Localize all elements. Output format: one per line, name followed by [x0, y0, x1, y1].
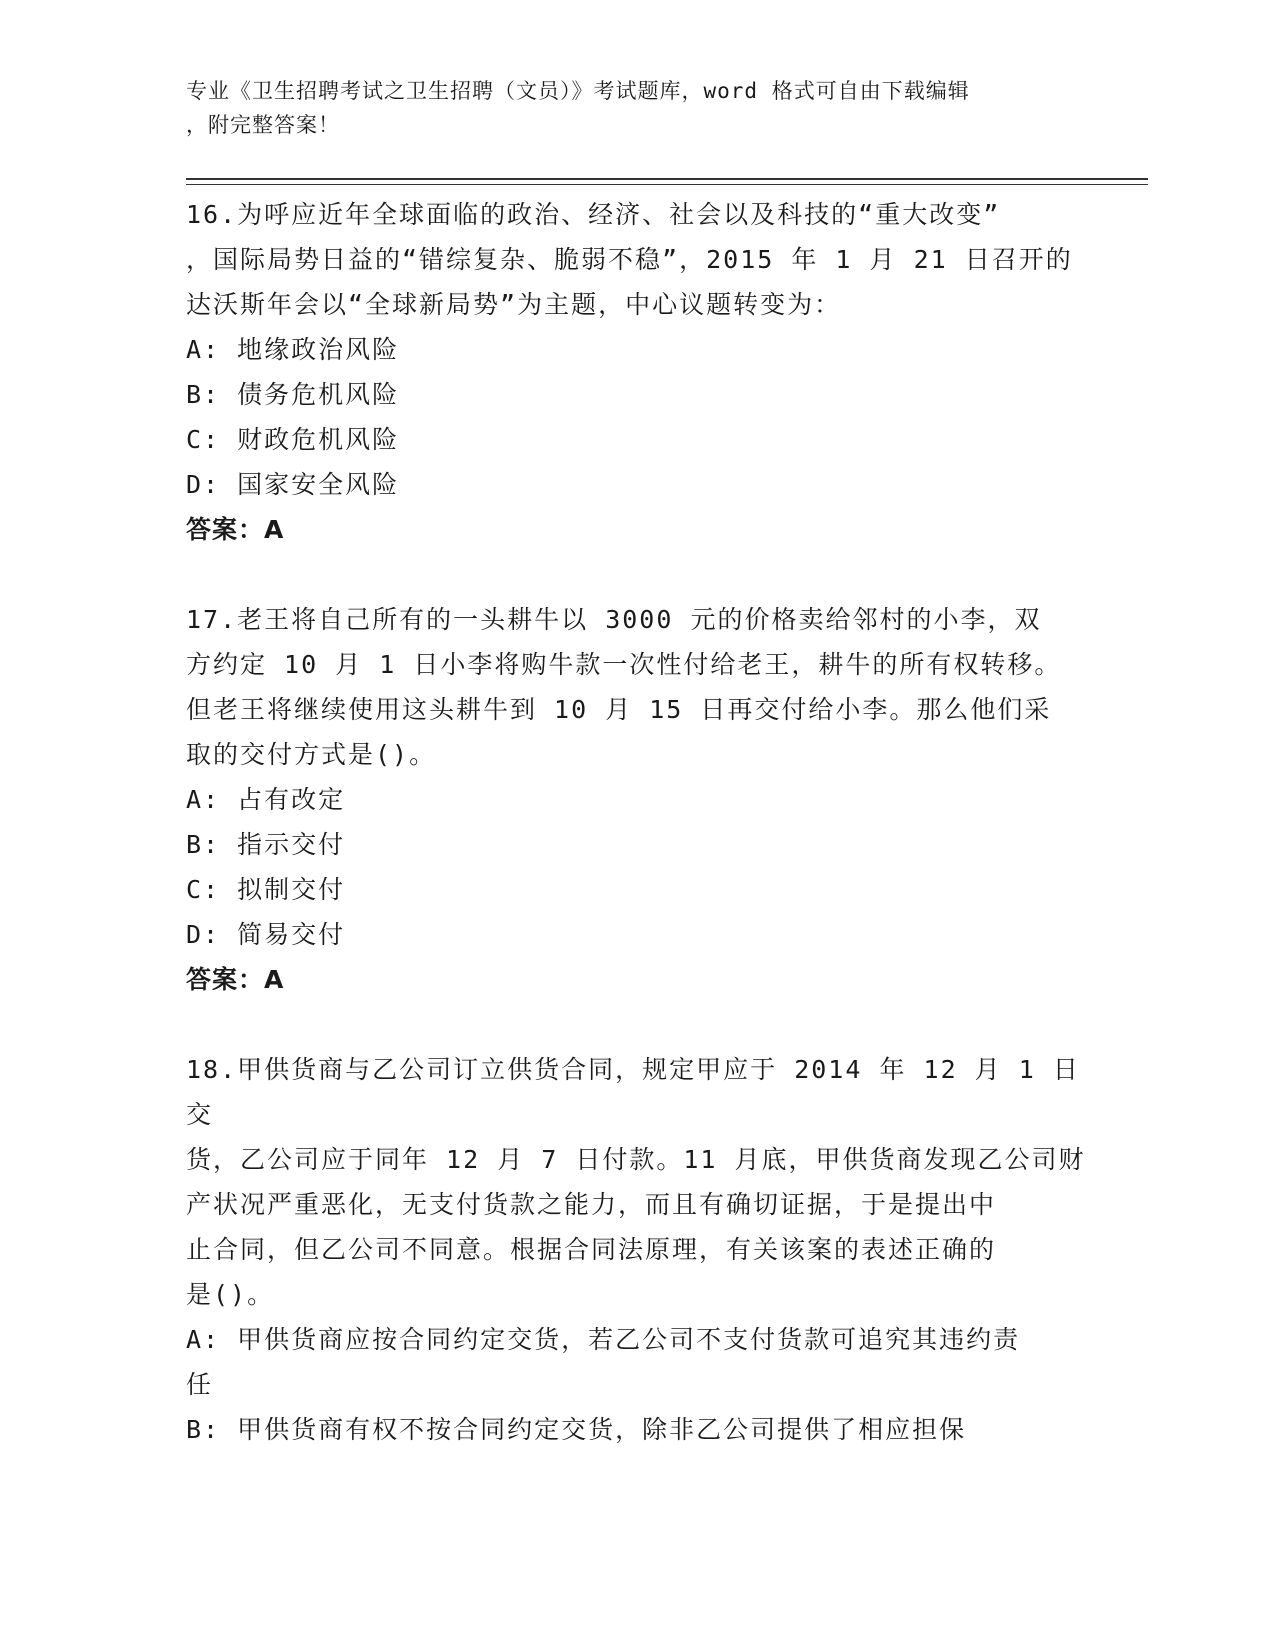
question-16 [186, 192, 1086, 552]
question-stem-line: ，国际局势日益的“错综复杂、脆弱不稳”，2015 年 1 月 21 日召开的 [186, 245, 1073, 274]
question-list [186, 192, 1086, 1452]
header-line-1: 专业《卫生招聘考试之卫生招聘（文员）》考试题库，word 格式可自由下载编辑 [186, 79, 970, 103]
option-d: D: 国家安全风险 [186, 470, 400, 499]
option-a-continuation: 任 [186, 1370, 214, 1399]
answer-label: 答案：A [186, 965, 285, 994]
question-stem-line: 16.为呼应近年全球面临的政治、经济、社会以及科技的“重大改变” [186, 200, 1001, 229]
option-c: C: 拟制交付 [186, 875, 346, 904]
option-b: B: 指示交付 [186, 830, 346, 859]
question-stem-line: 止合同，但乙公司不同意。根据合同法原理，有关该案的表述正确的 [186, 1235, 997, 1264]
question-stem-line: 18.甲供货商与乙公司订立供货合同，规定甲应于 2014 年 12 月 1 日交 [186, 1055, 1080, 1129]
question-stem-line: 产状况严重恶化，无支付货款之能力，而且有确切证据，于是提出中 [186, 1190, 997, 1219]
option-a: A: 地缘政治风险 [186, 335, 400, 364]
option-b: B: 债务危机风险 [186, 380, 400, 409]
question-stem-line: 达沃斯年会以“全球新局势”为主题，中心议题转变为： [186, 290, 842, 319]
option-d: D: 简易交付 [186, 920, 346, 949]
option-c: C: 财政危机风险 [186, 425, 400, 454]
question-stem-line: 取的交付方式是()。 [186, 740, 437, 769]
header-divider-thin [186, 184, 1148, 185]
question-17 [186, 597, 1086, 1002]
question-stem-line: 但老王将继续使用这头耕牛到 10 月 15 日再交付给小李。那么他们采 [186, 695, 1052, 724]
option-a: A: 占有改定 [186, 785, 346, 814]
header-line-2: ，附完整答案！ [186, 113, 340, 137]
question-stem-line: 方约定 10 月 1 日小李将购牛款一次性付给老王，耕牛的所有权转移。 [186, 650, 1062, 679]
option-a: A: 甲供货商应按合同约定交货，若乙公司不支付货款可追究其违约责 [186, 1325, 1021, 1354]
spacer [186, 1002, 1086, 1047]
document-header [186, 74, 1066, 142]
question-stem-line: 货，乙公司应于同年 12 月 7 日付款。11 月底，甲供货商发现乙公司财 [186, 1145, 1086, 1174]
spacer [186, 552, 1086, 597]
option-b: B: 甲供货商有权不按合同约定交货，除非乙公司提供了相应担保 [186, 1415, 967, 1444]
question-18 [186, 1047, 1086, 1452]
question-stem-line: 17.老王将自己所有的一头耕牛以 3000 元的价格卖给邻村的小李，双 [186, 605, 1042, 634]
answer-label: 答案：A [186, 515, 285, 544]
question-stem-line: 是()。 [186, 1280, 275, 1309]
header-divider-thick [186, 178, 1148, 180]
